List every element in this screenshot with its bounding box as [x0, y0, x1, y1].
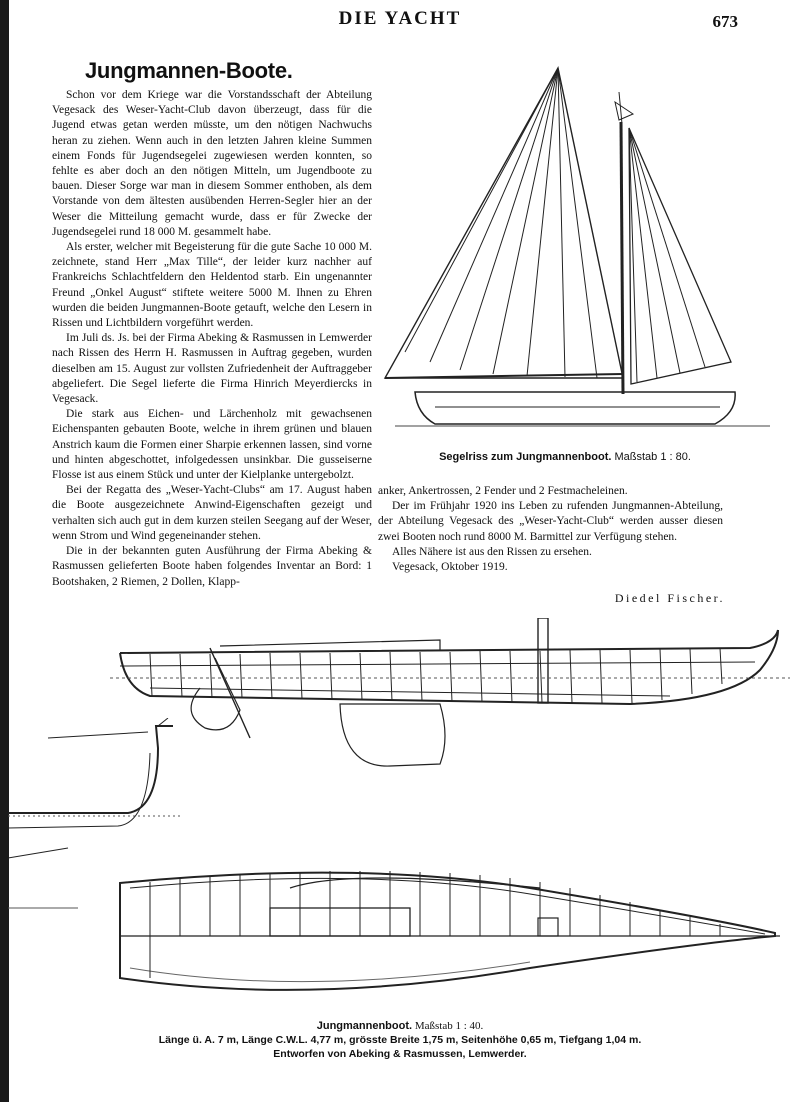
paragraph: Die in der bekannten guten Ausführung der Firma Abeking & Rasmussen gelieferten Boote haben folgendes Inventar an Bord: 1 Bootshaken, 2 Riemen, 2 Dollen, Klapp- [52, 545, 372, 588]
text-column-left [52, 88, 372, 590]
text-column-right [378, 484, 723, 575]
place-date: Vegesack, Oktober 1919. [392, 561, 508, 574]
hull-plan-caption-title: Jungmannenboot. [316, 1020, 413, 1032]
paragraph: Im Juli ds. Js. bei der Firma Abeking & Rasmussen in Lemwerder nach Rissen des Herrn H. Rasmussen in Auftrag gegeben, wurden dieselben am 15. August zur vollsten Zufriedenheit der Auftraggeber abgeliefert. Die Segel lieferte die Firma Hinrich Meyerdiercks in Vegesack. [52, 332, 372, 406]
rudder [191, 658, 240, 730]
paragraph: Als erster, welcher mit Begeisterung für die gute Sache 10 000 M. zeichnete, stand Herr „Max Tille“, der leider kurz nachher auf Frankreichs Schlachtfeldern den Heldentod starb. Ein ungenannter Freund „Onkel August“ stiftete weitere 5000 M. Ihnen zu Ehren wurden die beiden Jungmannen-Boote getauft, welche den Lesern in Rissen und Lichtbildern vorgeführt werden. [52, 241, 372, 330]
hull-plan-caption-scale: Maßstab 1 : 40. [414, 1020, 484, 1032]
hull-profile-drawing [110, 618, 790, 768]
hull-plan-caption [0, 1019, 800, 1061]
paragraph: Schon vor dem Kriege war die Vorstandsschaft der Abteilung Vegesack des Weser-Yacht-Club davon überzeugt, dass für die Jugend etwas getan werden müsste, um den nötigen Nachwuchs heran zu ziehen. Wenn auch in den letzten Jahren kleine Summen einem Fonds für Jugendsegelei zugewiesen werden konnten, so fehlte es aber doch an den nötigen Mitteln, um Jugendboote zu bauen. Dieser Sorge war man in diesem Sommer enthoben, als dem Vorstande von dem ältesten ausübenden Herren-Segler hier an der Weser die Mitteilung gemacht wurde, dass er für Zwecke der Jugendsegelei rund 18 000 M. gesammelt habe. [52, 89, 372, 238]
mast [621, 122, 623, 394]
sail-plan-caption-title: Segelriss zum Jungmannenboot. [439, 451, 612, 463]
jib [629, 128, 731, 384]
paragraph: Alles Nähere ist aus den Rissen zu ersehen. [392, 545, 592, 558]
hull-dimensions: Länge ü. A. 7 m, Länge C.W.L. 4,77 m, grösste Breite 1,75 m, Seitenhöhe 0,65 m, Tiefgang 1,04 m. [158, 1034, 642, 1046]
running-title: DIE YACHT [338, 8, 462, 29]
page-number: 673 [712, 12, 738, 31]
hull-designer: Entworfen von Abeking & Rasmussen, Lemwerder. [273, 1048, 527, 1060]
sail-plan-hull [415, 392, 735, 424]
paragraph: Die stark aus Eichen- und Lärchenholz mit gewachsenen Eichenspanten gebauten Boote, welche in ihrem grünen und blauen Anstrich kaum die Formen einer Sharpie erkennen lassen, sind vorne und hinten abgeschottet, infolgedessen unsinkbar. Die gusseiserne Flosse ist aus einem Stück und unter der Kielplanke untergebolzt. [52, 408, 372, 482]
deck-plan-drawing [110, 848, 790, 1013]
article-title: Jungmannen-Boote. [85, 58, 293, 83]
scan-edge-bar [0, 0, 9, 1102]
sail-plan-caption [400, 451, 730, 463]
paragraph: anker, Ankertrossen, 2 Fender und 2 Festmacheleinen. [378, 485, 628, 497]
mainsail [385, 68, 623, 378]
paragraph: Der im Frühjahr 1920 ins Leben zu rufenden Jungmannen-Abteilung, der Abteilung Vegesack des „Weser-Yacht-Club“ werden ausser diesen zwei Booten noch rund 8000 M. Barmittel zur Verfügung stehen. [378, 500, 723, 543]
fin-keel [340, 704, 445, 766]
sail-plan-drawing [375, 62, 775, 442]
author-signature: Diedel Fischer. [614, 591, 725, 605]
paragraph: Bei der Regatta des „Weser-Yacht-Clubs“ am 17. August haben die Boote ausgezeichnete Anwind-Eigenschaften gezeigt und verhalten sich auch gut in dem kurzen steilen Seegang auf der Weser, wenn Strom und Wind gegeneinander stehen. [52, 484, 372, 542]
sail-plan-caption-scale: Maßstab 1 : 80. [614, 451, 691, 463]
